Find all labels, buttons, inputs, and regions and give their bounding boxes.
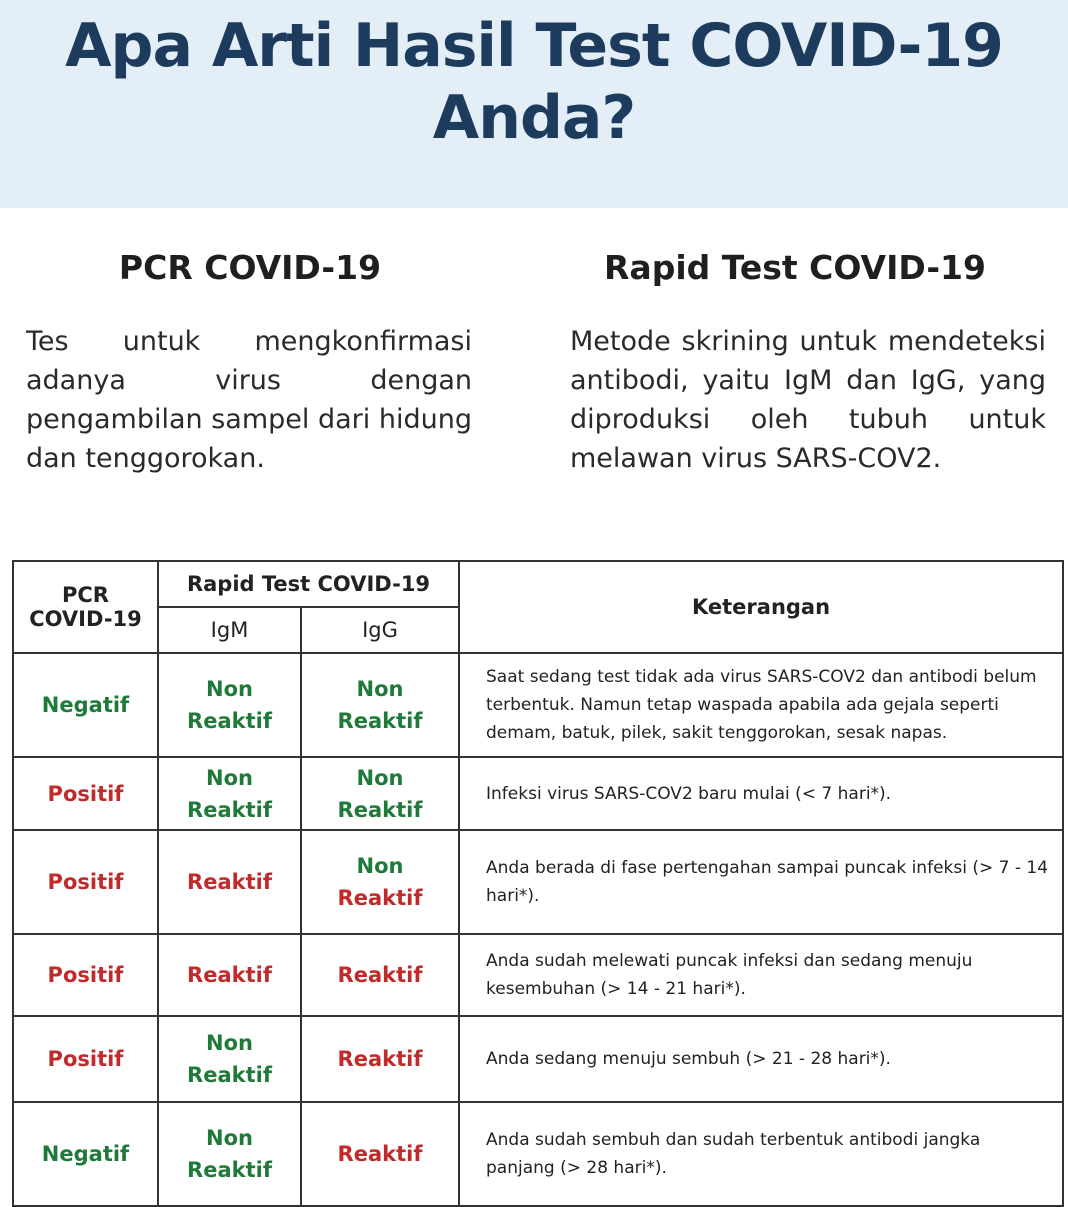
- pcr-result: Negatif: [13, 1102, 158, 1206]
- igg-result: Non Reaktif: [301, 830, 459, 934]
- igm-result: Non Reaktif: [158, 1102, 301, 1206]
- igm-result: Reaktif: [158, 830, 301, 934]
- pcr-result: Positif: [13, 934, 158, 1016]
- header-rapid: Rapid Test COVID-19: [158, 561, 459, 607]
- rapid-description: Metode skrining untuk mendeteksi antibodi, yaitu IgM dan IgG, yang diproduksi oleh tubuh untuk melawan virus SARS-COV2.: [570, 326, 1046, 474]
- igg-result: Reaktif: [301, 934, 459, 1016]
- igm-result: Reaktif: [158, 934, 301, 1016]
- table-row: [13, 1016, 1063, 1102]
- igg-result: Non Reaktif: [301, 653, 459, 757]
- keterangan-text: Anda sudah melewati puncak infeksi dan sedang menuju kesembuhan (> 14 - 21 hari*).: [459, 934, 1063, 1016]
- table-row: [13, 757, 1063, 830]
- pcr-result: Positif: [13, 757, 158, 830]
- rapid-heading: Rapid Test COVID-19: [604, 248, 986, 287]
- pcr-description: Tes untuk mengkonfirmasi adanya virus dengan pengambilan sampel dari hidung dan tenggorokan.: [26, 326, 472, 474]
- pcr-result: Positif: [13, 830, 158, 934]
- header-pcr-line1: PCR: [62, 583, 109, 607]
- page-title: Apa Arti Hasil Test COVID-19 Anda?: [65, 11, 1003, 153]
- header-pcr: [13, 561, 158, 653]
- pcr-result: Positif: [13, 1016, 158, 1102]
- igm-result: Non Reaktif: [158, 1016, 301, 1102]
- igg-result: Reaktif: [301, 1102, 459, 1206]
- table-row: [13, 653, 1063, 757]
- keterangan-text: Anda berada di fase pertengahan sampai puncak infeksi (> 7 - 14 hari*).: [459, 830, 1063, 934]
- pcr-result: Negatif: [13, 653, 158, 757]
- igg-result: Reaktif: [301, 1016, 459, 1102]
- pcr-heading: PCR COVID-19: [118, 248, 382, 287]
- keterangan-text: Infeksi virus SARS-COV2 baru mulai (< 7 hari*).: [459, 757, 1063, 830]
- header-igm: IgM: [158, 607, 301, 653]
- title-banner: [0, 0, 1068, 208]
- keterangan-text: Anda sedang menuju sembuh (> 21 - 28 hari*).: [459, 1016, 1063, 1102]
- igg-result: Non Reaktif: [301, 757, 459, 830]
- igm-result: Non Reaktif: [158, 653, 301, 757]
- keterangan-text: Saat sedang test tidak ada virus SARS-COV2 dan antibodi belum terbentuk. Namun tetap waspada apabila ada gejala seperti demam, batuk, pilek, sakit tenggorokan, sesak napas.: [459, 653, 1063, 757]
- header-keterangan: Keterangan: [459, 561, 1063, 653]
- header-igg: IgG: [301, 607, 459, 653]
- table-row: [13, 830, 1063, 934]
- result-table: [12, 560, 1064, 1207]
- igm-result: Non Reaktif: [158, 757, 301, 830]
- keterangan-text: Anda sudah sembuh dan sudah terbentuk antibodi jangka panjang (> 28 hari*).: [459, 1102, 1063, 1206]
- header-pcr-line2: COVID-19: [29, 607, 142, 631]
- table-row: [13, 934, 1063, 1016]
- table-row: [13, 1102, 1063, 1206]
